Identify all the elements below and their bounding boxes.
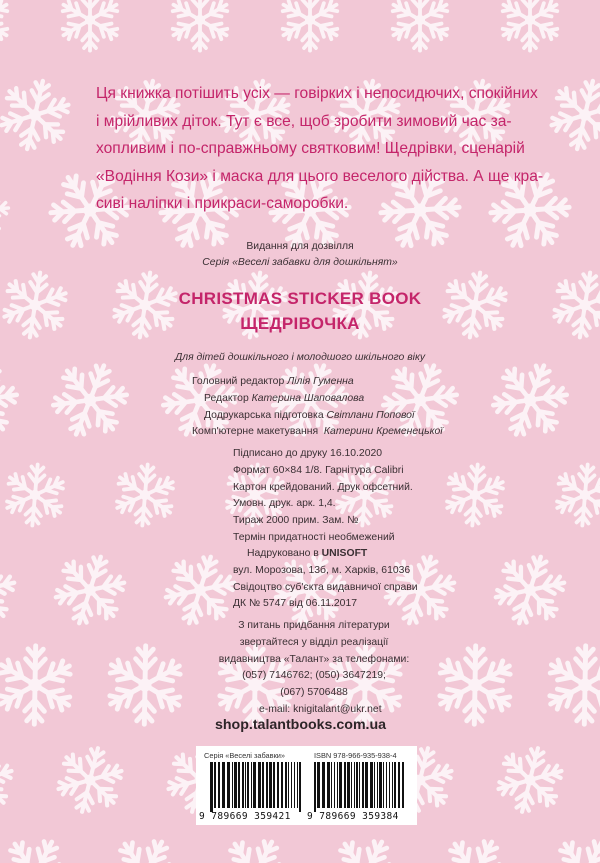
description-line: «Водіння Кози» і маска для цього веселого дійства. А ще кра- — [96, 167, 544, 185]
barcode-graphics — [210, 762, 410, 812]
barcode-bar — [331, 762, 332, 808]
description-line: хопливим і по-справжньому святковим! Щедрівки, сценарій — [96, 140, 525, 157]
audience-note: Для дітей дошкільного і молодшого шкільного віку — [174, 352, 426, 363]
contact-line: звертайтеся у відділ реалізації — [239, 636, 389, 648]
snowflake-icon — [0, 352, 28, 448]
barcode-bar — [337, 762, 338, 808]
barcode-bar — [214, 762, 216, 808]
barcode-bar — [374, 762, 375, 808]
spec-line: Термін придатності необмежений — [233, 531, 395, 543]
barcode-bar — [377, 762, 378, 808]
snowflake-icon — [60, 0, 121, 51]
barcode-bar — [398, 762, 400, 808]
snowflake-icon — [545, 645, 600, 725]
book-title-ua: ЩЕДРІВОЧКА — [240, 314, 360, 333]
snowflake-icon — [535, 825, 600, 863]
barcode-number-1: 9 789669 359421 — [199, 811, 291, 822]
snowflake-icon — [390, 0, 451, 51]
barcode-bar — [285, 762, 287, 808]
series-name: Серія «Веселі забавки для дошкільнят» — [202, 257, 398, 268]
barcode-bar — [277, 762, 279, 808]
barcode-bar — [365, 762, 368, 808]
spec-line: Умовн. друк. арк. 1,4. — [233, 498, 336, 510]
barcode-bar — [262, 762, 264, 808]
barcode-bar — [234, 762, 237, 808]
barcode-bar — [379, 762, 382, 808]
credit-line: Редактор Катерина Шаповалова — [204, 392, 365, 404]
printer-line: вул. Морозова, 13б, м. Харків, 61036 — [233, 564, 411, 576]
snowflake-icon — [205, 825, 304, 863]
credits — [192, 374, 443, 441]
barcode-bar — [281, 762, 283, 808]
isbn-label: ISBN 978-966-935-938-4 — [314, 751, 397, 760]
contact-line: (057) 7146762; (050) 3647219; — [242, 670, 386, 682]
snowflake-icon — [46, 546, 133, 634]
barcode-bar — [269, 762, 272, 808]
snowflake-icon — [0, 546, 24, 634]
description-line: Ця книжка потішить усіх — говірких і непосидючих, спокійних — [96, 85, 538, 102]
barcode-bar — [344, 762, 346, 808]
barcode-bar — [370, 762, 373, 808]
snowflake-icon — [435, 645, 514, 725]
printer-line: ДК № 5747 від 06.11.2017 — [233, 598, 358, 610]
barcode-panel — [196, 746, 417, 825]
snowflake-icon — [105, 645, 184, 725]
snowflake-icon — [42, 352, 138, 448]
barcode-bar — [245, 762, 246, 808]
barcode-bar — [356, 762, 358, 808]
barcode-bar — [354, 762, 355, 808]
book-title-en: CHRISTMAS STICKER BOOK — [178, 289, 422, 308]
barcode-bar — [232, 762, 233, 808]
snowflake-icon — [170, 0, 231, 51]
barcode-bar — [288, 762, 289, 808]
contacts — [216, 618, 412, 702]
barcode-bar — [351, 762, 352, 808]
barcode-bar — [383, 762, 384, 808]
barcode-bar — [402, 762, 404, 808]
snowflake-icon — [0, 740, 19, 819]
snowflake-icon — [112, 462, 178, 528]
barcode-bar — [339, 762, 342, 808]
barcode-bar — [210, 762, 213, 812]
snowflake-icon — [552, 462, 600, 528]
barcode-bar — [322, 762, 325, 808]
barcode-bar — [347, 762, 350, 808]
barcode-bar — [334, 762, 335, 808]
snowflake-icon — [315, 825, 414, 863]
snowflake-icon — [482, 352, 578, 448]
contact-line: З питань придбання літератури — [238, 620, 390, 631]
credit-line: Комп'ютерне макетування Катерини Кременецької — [192, 426, 443, 438]
barcode-bar — [218, 762, 220, 808]
printer-info — [233, 546, 418, 613]
barcode-bar — [247, 762, 249, 808]
barcode-bar — [314, 762, 316, 812]
barcode-bar — [299, 762, 301, 812]
snowflake-icon — [2, 462, 68, 528]
snowflake-icon — [543, 73, 600, 157]
barcode-bar — [297, 762, 298, 808]
snowflake-icon — [425, 825, 524, 863]
contact-line: (067) 5706488 — [280, 687, 348, 699]
barcode-bar — [238, 762, 240, 808]
barcode-bar — [294, 762, 295, 808]
barcode-bar — [258, 762, 261, 808]
email: e-mail: knigitalant@ukr.net — [259, 704, 382, 715]
snowflake-icon — [280, 0, 341, 51]
barcode-bar — [222, 762, 225, 808]
spec-line: Тираж 2000 прим. Зам. № — [233, 515, 359, 527]
barcode-bar — [251, 762, 252, 808]
snowflake-icon — [442, 462, 508, 528]
snowflake-icon — [491, 740, 570, 819]
snowflake-icon — [0, 645, 75, 725]
website-link[interactable]: shop.talantbooks.com.ua — [215, 717, 387, 733]
description-line: і мрійливих діток. Тут є все, щоб зробити зимовий час за- — [96, 112, 512, 130]
edition-type: Видання для дозвілля — [246, 241, 354, 252]
printer-line: Свідоцтво суб'єкта видавничої справи — [233, 581, 418, 593]
spec-line: Формат 60×84 1/8. Гарнітура Calibri — [233, 464, 404, 476]
description-text — [96, 80, 544, 218]
barcode-bar — [291, 762, 292, 808]
credit-line: Додрукарська підготовка Світлани Попової — [204, 409, 415, 421]
barcode-bar — [327, 762, 330, 808]
barcode-bar — [389, 762, 390, 808]
barcode-bar — [227, 762, 230, 808]
snowflake-icon — [0, 172, 18, 248]
barcode-bar — [392, 762, 393, 808]
barcode-bar — [253, 762, 256, 808]
barcode-number-2: 9 789669 359384 — [307, 811, 399, 822]
spec-line: Картон крейдований. Друк офсетний. — [233, 481, 413, 493]
barcode-bar — [359, 762, 360, 808]
snowflake-icon — [51, 740, 130, 819]
snowflake-icon — [486, 546, 573, 634]
description-line: сиві наліпки і прикраси-саморобки. — [96, 195, 349, 212]
snowflake-icon — [0, 73, 77, 157]
barcode-bar — [266, 762, 268, 808]
print-specs — [233, 446, 413, 547]
printer-name-line: Надруковано в UNISOFT — [247, 548, 368, 559]
snowflake-icon — [0, 825, 85, 863]
credit-line: Головний редактор Лілія Гуменна — [192, 376, 354, 387]
snowflake-icon — [0, 0, 10, 51]
barcode-series: Серія «Веселі забавки» — [204, 751, 286, 760]
spec-line: Підписано до друку 16.10.2020 — [233, 448, 383, 459]
snowflake-icon — [500, 0, 561, 51]
barcode-bar — [273, 762, 275, 808]
contact-line: видавництва «Талант» за телефонами: — [218, 653, 410, 665]
barcode-bar — [386, 762, 387, 808]
barcode-bar — [242, 762, 244, 808]
barcode-bar — [317, 762, 320, 808]
snowflake-icon — [95, 825, 194, 863]
barcode-bar — [394, 762, 396, 808]
barcode-bar — [362, 762, 364, 808]
